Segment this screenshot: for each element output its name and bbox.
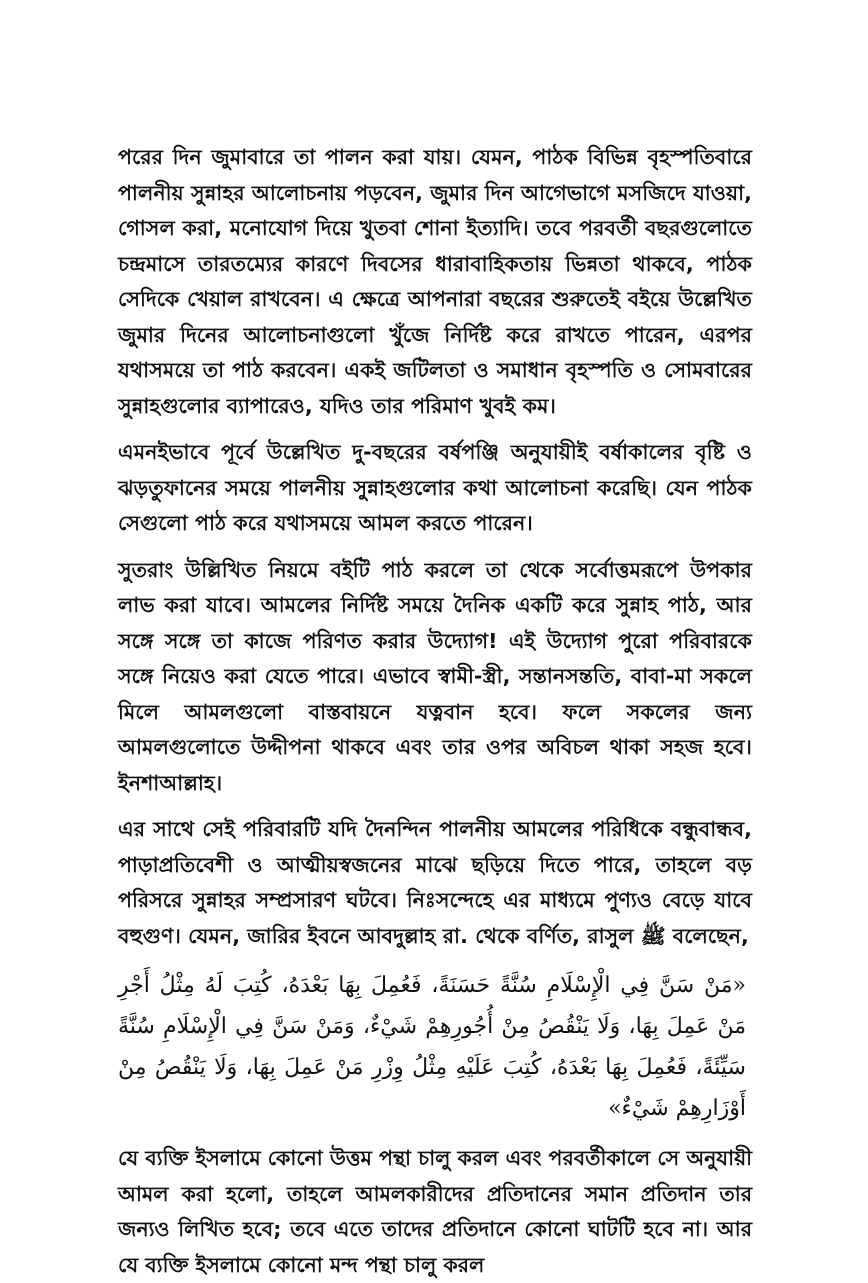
- paragraph-2: এমনইভাবে পূর্বে উল্লেখিত দু-বছরের বর্ষপঞ্জি অনুযায়ীই বর্ষাকালের বৃষ্টি ও ঝড়তুফানের সময়ে পালনীয় সুন্নাহগুলোর কথা আলোচনা করেছি। যেন পাঠক সেগুলো পাঠ করে যথাসময়ে আমল করতে পারেন।: [118, 440, 752, 535]
- document-page: [118, 140, 752, 1283]
- paragraph-4: এর সাথে সেই পরিবারটি যদি দৈনন্দিন পালনীয় আমলের পরিধিকে বন্ধুবান্ধব, পাড়াপ্রতিবেশী ও আত্মীয়স্বজনের মাঝে ছড়িয়ে দিতে পারে, তাহলে বড় পরিসরে সুন্নাহর সম্প্রসারণ ঘটবে। নিঃসন্দেহে এর মাধ্যমে পুণ্যও বেড়ে যাবে বহুগুণ। যেমন, জারির ইবনে আবদুল্লাহ রা. থেকে বর্ণিত, রাসুল ﷺ বলেছেন,: [118, 817, 752, 948]
- hadith-arabic-text: «مَنْ سَنَّ فِي الْإِسْلَامِ سُنَّةً حَسَنَةً، فَعُمِلَ بِهَا بَعْدَهُ، كُتِبَ لَهُ مِثْلُ أَجْرِ مَنْ عَمِلَ بِهَا، وَلَا يَنْقُصُ مِنْ أُجُورِهِمْ شَيْءٌ، وَمَنْ سَنَّ فِي الْإِسْلَامِ سُنَّةً سَيِّئَةً، فَعُمِلَ بِهَا بَعْدَهُ، كُتِبَ عَلَيْهِ مِثْلُ وِزْرِ مَنْ عَمِلَ بِهَا، وَلَا يَنْقُصُ مِنْ أَوْزَارِهِمْ شَيْءٌ»: [118, 973, 746, 1121]
- paragraph-3: সুতরাং উল্লিখিত নিয়মে বইটি পাঠ করলে তা থেকে সর্বোত্তমরূপে উপকার লাভ করা যাবে। আমলের নির্দিষ্ট সময়ে দৈনিক একটি করে সুন্নাহ পাঠ, আর সঙ্গে সঙ্গে তা কাজে পরিণত করার উদ্যোগ! এই উদ্যোগ পুরো পরিবারকে সঙ্গে নিয়েও করা যেতে পারে। এভাবে স্বামী-স্ত্রী, সন্তানসন্ততি, বাবা-মা সকলে মিলে আমলগুলো বাস্তবায়নে যত্নবান হবে। ফলে সকলের জন্য আমলগুলোতে উদ্দীপনা থাকবে এবং তার ওপর অবিচল থাকা সহজ হবে। ইনশাআল্লাহ।: [118, 557, 752, 795]
- paragraph-1: পরের দিন জুমাবারে তা পালন করা যায়। যেমন, পাঠক বিভিন্ন বৃহস্পতিবারে পালনীয় সুন্নাহর আলোচনায় পড়বেন, জুমার দিন আগেভাগে মসজিদে যাওয়া, গোসল করা, মনোযোগ দিয়ে খুতবা শোনা ইত্যাদি। তবে পরবর্তী বছরগুলোতে চন্দ্রমাসে তারতম্যের কারণে দিবসের ধারাবাহিকতায় ভিন্নতা থাকবে, পাঠক সেদিকে খেয়াল রাখবেন। এ ক্ষেত্রে আপনারা বছরের শুরুতেই বইয়ে উল্লেখিত জুমার দিনের আলোচনাগুলো খুঁজে নির্দিষ্ট করে রাখতে পারেন, এরপর যথাসময়ে তা পাঠ করবেন। একই জটিলতা ও সমাধান বৃহস্পতি ও সোমবারের সুন্নাহগুলোর ব্যাপারেও, যদিও তার পরিমাণ খুবই কম।: [118, 145, 752, 418]
- hadith-translation: যে ব্যক্তি ইসলামে কোনো উত্তম পন্থা চালু করল এবং পরবর্তীকালে সে অনুযায়ী আমল করা হলো, তাহলে আমলকারীদের প্রতিদানের সমান প্রতিদান তার জন্যও লিখিত হবে; তবে এতে তাদের প্রতিদানে কোনো ঘাটটি হবে না। আর যে ব্যক্তি ইসলামে কোনো মন্দ পন্থা চালু করল: [118, 1146, 753, 1277]
